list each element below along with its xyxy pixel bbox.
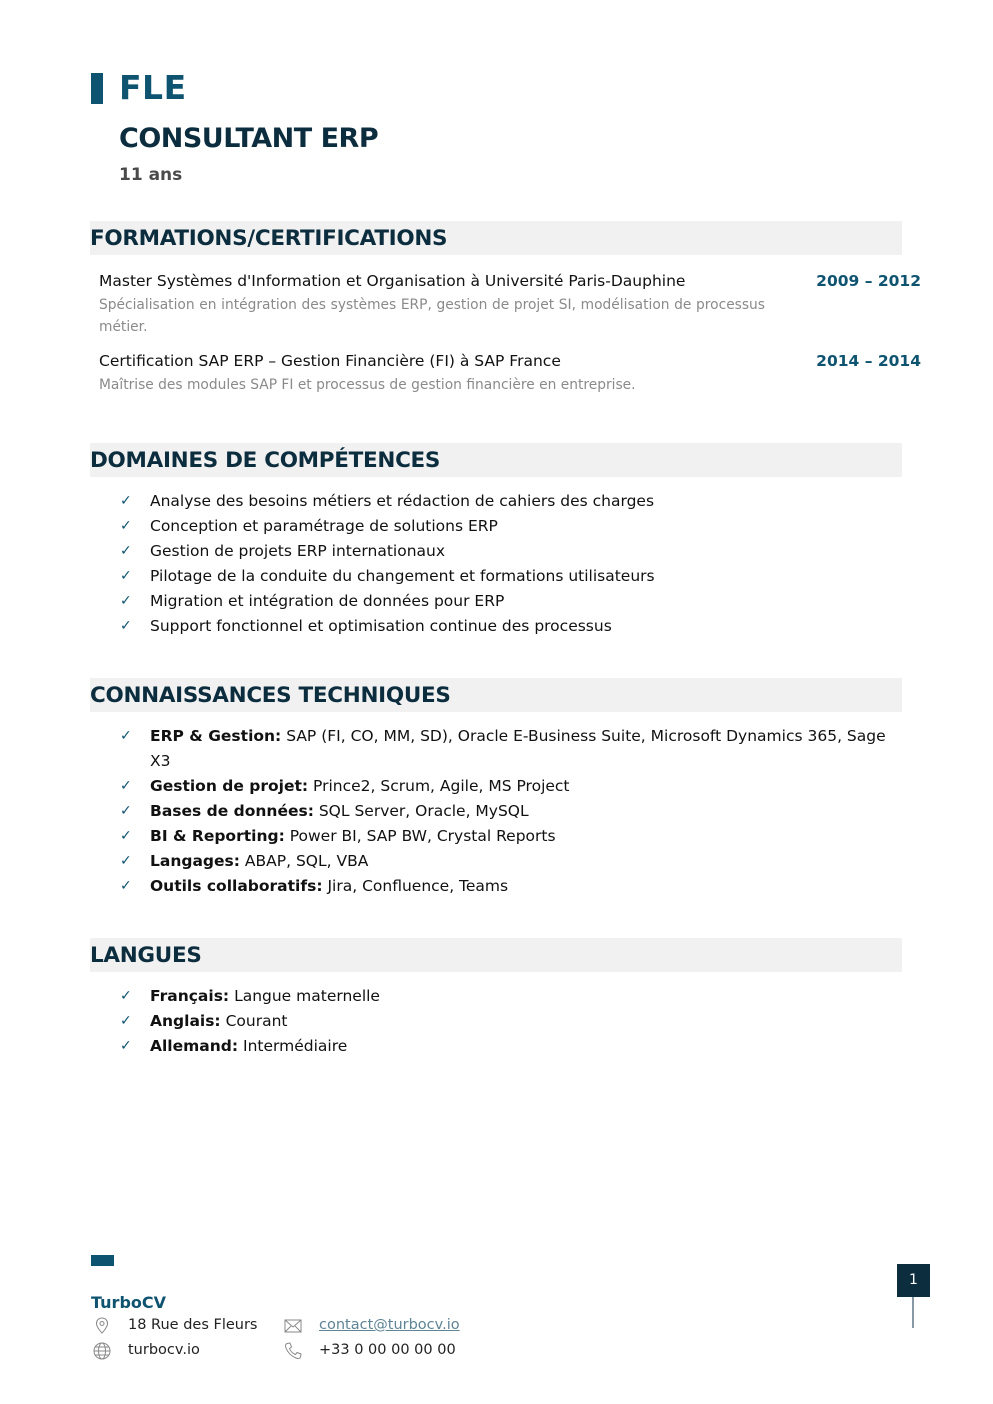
item-value: Jira, Confluence, Teams bbox=[327, 877, 509, 895]
check-icon: ✓ bbox=[120, 568, 132, 584]
languages-list bbox=[120, 984, 910, 1059]
check-icon: ✓ bbox=[120, 618, 132, 634]
education-description: Maîtrise des modules SAP FI et processus de gestion financière en entreprise. bbox=[99, 377, 636, 393]
item-label: Gestion de projet: bbox=[150, 777, 309, 795]
check-icon: ✓ bbox=[120, 853, 132, 869]
education-description: Spécialisation en intégration des systèmes ERP, gestion de projet SI, modélisation de processus métier. bbox=[99, 297, 765, 335]
globe-icon bbox=[92, 1341, 112, 1361]
item-label: Français: bbox=[150, 987, 230, 1005]
list-item bbox=[120, 539, 910, 564]
item-value: SQL Server, Oracle, MySQL bbox=[318, 802, 529, 820]
section-header-technical bbox=[90, 678, 902, 712]
education-title: Certification SAP ERP – Gestion Financière (FI) à SAP France bbox=[99, 352, 561, 370]
item-label: ERP & Gestion: bbox=[150, 727, 282, 745]
list-item bbox=[120, 564, 910, 589]
section-title: DOMAINES DE COMPÉTENCES bbox=[90, 448, 441, 473]
check-icon: ✓ bbox=[120, 803, 132, 819]
technical-list bbox=[120, 724, 910, 899]
list-item bbox=[120, 799, 910, 824]
item-value: Courant bbox=[225, 1012, 288, 1030]
check-icon: ✓ bbox=[120, 543, 132, 559]
item-value: Langue maternelle bbox=[234, 987, 380, 1005]
list-item bbox=[120, 589, 910, 614]
item-label: Outils collaboratifs: bbox=[150, 877, 323, 895]
footer-website[interactable]: turbocv.io bbox=[128, 1342, 200, 1358]
footer-accent-bar bbox=[91, 1255, 114, 1266]
map-pin-icon bbox=[92, 1316, 112, 1336]
section-title: LANGUES bbox=[90, 943, 202, 968]
list-item bbox=[120, 824, 910, 849]
skill-text: Support fonctionnel et optimisation continue des processus bbox=[150, 617, 612, 635]
check-icon: ✓ bbox=[120, 518, 132, 534]
check-icon: ✓ bbox=[120, 1013, 132, 1029]
list-item bbox=[120, 984, 910, 1009]
page-number: 1 bbox=[897, 1264, 930, 1297]
education-title: Master Systèmes d'Information et Organisation à Université Paris-Dauphine bbox=[99, 272, 686, 290]
item-label: Langages: bbox=[150, 852, 240, 870]
skill-text: Pilotage de la conduite du changement et formations utilisateurs bbox=[150, 567, 655, 585]
skill-text: Analyse des besoins métiers et rédaction de cahiers des charges bbox=[150, 492, 655, 510]
footer-address: 18 Rue des Fleurs bbox=[128, 1317, 258, 1333]
section-header-education bbox=[90, 221, 902, 255]
education-dates: 2014 – 2014 bbox=[816, 352, 921, 370]
list-item bbox=[120, 724, 910, 774]
section-header-skills bbox=[90, 443, 902, 477]
section-title: FORMATIONS/CERTIFICATIONS bbox=[90, 226, 448, 251]
check-icon: ✓ bbox=[120, 878, 132, 894]
check-icon: ✓ bbox=[120, 828, 132, 844]
section-title: CONNAISSANCES TECHNIQUES bbox=[90, 683, 451, 708]
list-item bbox=[120, 874, 910, 899]
list-item bbox=[120, 1034, 910, 1059]
list-item bbox=[120, 774, 910, 799]
phone-icon bbox=[283, 1341, 303, 1361]
job-title: CONSULTANT ERP bbox=[119, 123, 379, 154]
page-number-line bbox=[912, 1297, 914, 1328]
check-icon: ✓ bbox=[120, 778, 132, 794]
skill-text: Conception et paramétrage de solutions ERP bbox=[150, 517, 498, 535]
list-item bbox=[120, 514, 910, 539]
item-label: BI & Reporting: bbox=[150, 827, 285, 845]
footer-email-link[interactable]: contact@turbocv.io bbox=[319, 1317, 460, 1333]
list-item bbox=[120, 614, 910, 639]
list-item bbox=[120, 849, 910, 874]
education-dates: 2009 – 2012 bbox=[816, 272, 921, 290]
item-value: Intermédiaire bbox=[243, 1037, 348, 1055]
check-icon: ✓ bbox=[120, 493, 132, 509]
item-label: Bases de données: bbox=[150, 802, 314, 820]
item-value: SAP (FI, CO, MM, SD), Oracle E-Business Suite, Microsoft Dynamics 365, Sage X3 bbox=[150, 727, 886, 770]
experience-years: 11 ans bbox=[119, 165, 183, 185]
footer-brand: TurboCV bbox=[91, 1293, 167, 1312]
skill-text: Gestion de projets ERP internationaux bbox=[150, 542, 446, 560]
education-item bbox=[99, 272, 921, 338]
envelope-icon bbox=[283, 1316, 303, 1336]
section-header-languages bbox=[90, 938, 902, 972]
item-label: Anglais: bbox=[150, 1012, 221, 1030]
education-item bbox=[99, 352, 921, 396]
header-accent-bar bbox=[91, 73, 103, 104]
footer-email-wrap bbox=[319, 1317, 460, 1333]
candidate-name: FLE bbox=[119, 68, 187, 107]
skill-text: Migration et intégration de données pour ERP bbox=[150, 592, 505, 610]
check-icon: ✓ bbox=[120, 1038, 132, 1054]
list-item bbox=[120, 489, 910, 514]
check-icon: ✓ bbox=[120, 988, 132, 1004]
list-item bbox=[120, 1009, 910, 1034]
check-icon: ✓ bbox=[120, 728, 132, 744]
item-value: Prince2, Scrum, Agile, MS Project bbox=[313, 777, 570, 795]
check-icon: ✓ bbox=[120, 593, 132, 609]
footer-phone: +33 0 00 00 00 00 bbox=[319, 1342, 456, 1358]
item-value: Power BI, SAP BW, Crystal Reports bbox=[289, 827, 556, 845]
item-value: ABAP, SQL, VBA bbox=[244, 852, 369, 870]
skills-list bbox=[120, 489, 910, 639]
item-label: Allemand: bbox=[150, 1037, 239, 1055]
